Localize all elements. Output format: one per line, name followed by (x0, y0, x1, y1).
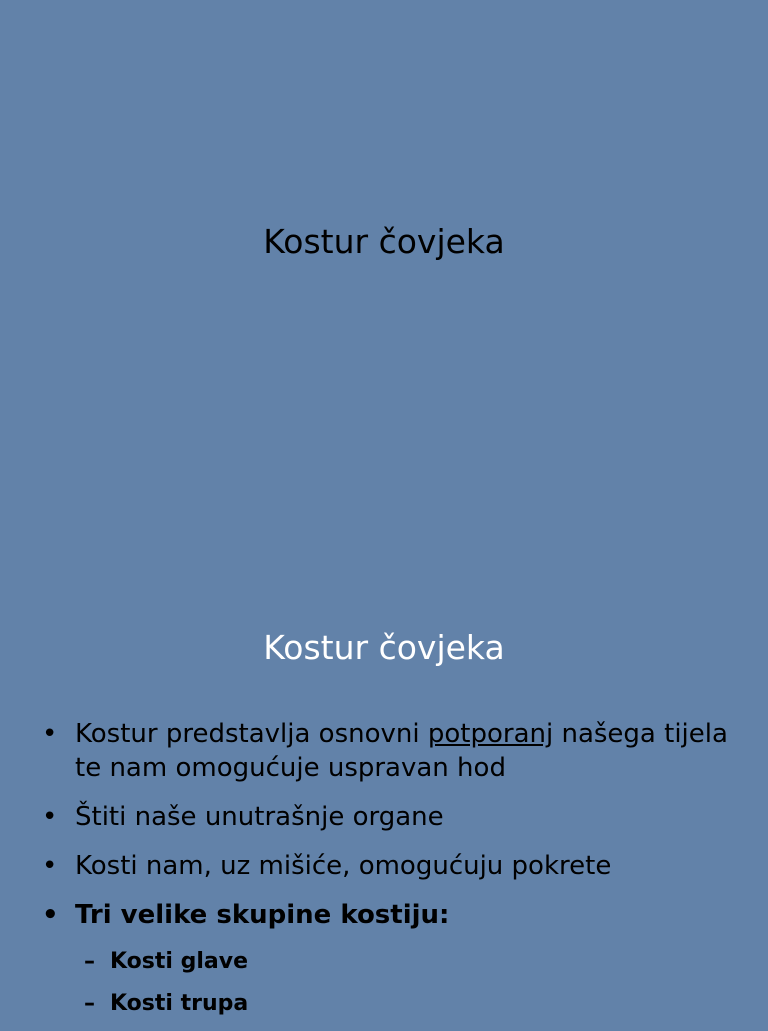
bullet-2-text: Štiti naše unutrašnje organe (75, 802, 444, 832)
bullet-dot: • (42, 719, 58, 749)
slide-2 (0, 512, 768, 1024)
slide-2-title: Kostur čovjeka (263, 628, 505, 667)
bullet-item-4 (40, 898, 740, 932)
bullet-1-text-end: našega tijela te nam omogućuje uspravan hod (75, 719, 728, 783)
bullet-item-1 (40, 717, 740, 785)
potporanj-link[interactable]: potporanj (427, 719, 554, 749)
sub-dash: – (84, 991, 95, 1016)
bullet-3-text: Kosti nam, uz mišiće, omogućuju pokrete (75, 851, 612, 881)
slide-1 (0, 0, 768, 512)
sub-2-text: Kosti trupa (110, 991, 249, 1016)
bullet-1-text-start: Kostur predstavlja osnovni (75, 719, 428, 749)
sub-item-2 (40, 989, 740, 1019)
sub-1-text: Kosti glave (110, 949, 248, 974)
bullet-list (40, 717, 740, 1031)
bullet-dot: • (42, 802, 58, 832)
sub-item-1 (40, 947, 740, 977)
bullet-4-text: Tri velike skupine kostiju: (75, 900, 450, 930)
sub-dash: – (84, 949, 95, 974)
bullet-dot: • (42, 851, 58, 881)
bullet-item-2 (40, 800, 740, 834)
bullet-item-3 (40, 849, 740, 883)
slide-1-title: Kostur čovjeka (263, 222, 505, 261)
bullet-dot: • (42, 900, 59, 930)
